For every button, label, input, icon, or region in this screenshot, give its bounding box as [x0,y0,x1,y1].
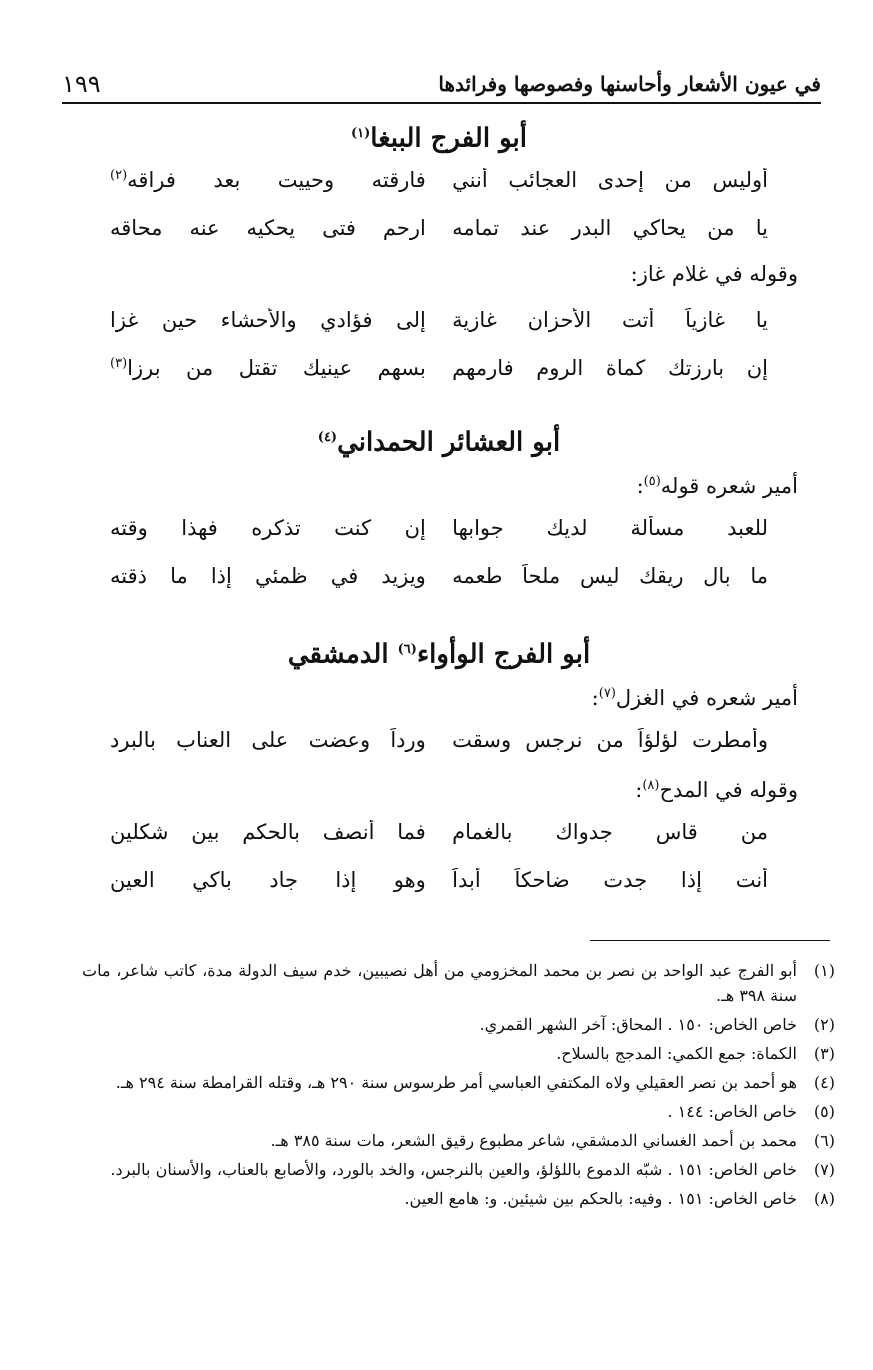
second-hemistich: فارقته وحييت بعد فراقه$^{(٢)}$ [110,168,426,192]
verse-intro: أمير شعره قوله$^{(٥)}$: [636,474,798,498]
second-hemistich: إن كنت تذكره فهذا وقته [110,516,426,540]
verse-intro: وقوله في غلام غاز: [630,262,798,286]
second-hemistich: ارحم فتى يحكيه عنه محاقه [110,216,426,240]
page-number: ١٩٩ [62,70,101,98]
second-hemistich: ورداً وعضت على العناب بالبرد [110,728,426,752]
footnote: (١) أبو الفرج عبد الواحد بن نصر بن محمد المخزومي من أهل نصيبين، خدم سيف الدولة مدة، كاتب شاعر، مات سنة ٣٩٨ هـ. [82,961,835,1005]
footnote: (٣) الكماة: جمع الكمي: المدجج بالسلاح. [556,1044,835,1063]
verse-couplet [110,808,768,856]
verse-couplet [110,552,768,600]
verse-couplet [110,344,768,392]
first-hemistich: يا غازياً أتت الأحزان غازية [452,308,768,332]
second-hemistich: بسهم عينيك تقتل من برزا$^{(٣)}$ [110,356,426,380]
first-hemistich: أنت إذا جدت ضاحكاً أبداً [452,868,768,892]
section-babbagha [110,112,798,392]
second-hemistich: إلى فؤادي والأحشاء حين غزا [110,308,426,332]
first-hemistich: للعبد مسألة لديك جوابها [452,516,768,540]
section-title: أبو الفرج الوأواء$^{(٦)}$ الدمشقي [287,639,591,670]
footnote: (٥) خاص الخاص: ١٤٤ . [667,1102,835,1121]
verse-couplet [110,156,768,204]
first-hemistich: من قاس جدواك بالغمام [452,820,768,844]
second-hemistich: فما أنصف بالحكم بين شكلين [110,820,426,844]
footnote: (٦) محمد بن أحمد الغساني الدمشقي، شاعر مطبوع رقيق الشعر، مات سنة ٣٨٥ هـ. [270,1131,835,1150]
second-hemistich: وهو إذا جاد باكي العين [110,868,426,892]
footnote: (٤) هو أحمد بن نصر العقيلي ولاه المكتفي العباسي أمر طرسوس سنة ٢٩٠ هـ، وقتله القرامطة سنة ٢٩٤ هـ. [115,1073,835,1092]
footnote: (٧) خاص الخاص: ١٥١ . شبّه الدموع باللؤلؤ، والعين بالنرجس، والخد بالورد، والأصابع بالعناب، والأسنان بالبرد. [110,1160,835,1179]
first-hemistich: أوليس من إحدى العجائب أنني [452,168,768,192]
running-head: في عيون الأشعار وأحاسنها وفصوصها وفرائدها [438,72,821,96]
section-title: أبو العشائر الحمداني$^{(٤)}$ [317,427,561,458]
first-hemistich: إن بارزتك كماة الروم فارمهم [452,356,768,380]
footnotes [82,958,835,1215]
section-abu-al-asha-ir [110,416,798,600]
footnote: (٢) خاص الخاص: ١٥٠ . المحاق: آخر الشهر القمري. [479,1015,835,1034]
verse-couplet [110,296,768,344]
verse-couplet [110,716,768,764]
verse-couplet [110,204,768,252]
first-hemistich: يا من يحاكي البدر عند تمامه [452,216,768,240]
verse-couplet [110,504,768,552]
page-header [62,62,821,104]
first-hemistich: وأمطرت لؤلؤاً من نرجس وسقت [452,728,768,752]
section-title: أبو الفرج الببغا$^{(١)}$ [350,123,528,154]
footnote-separator [590,940,830,941]
verse-couplet [110,856,768,904]
verse-intro: أمير شعره في الغزل$^{(٧)}$: [591,686,798,710]
footnote: (٨) خاص الخاص: ١٥١ . وفيه: بالحكم بين شيئين. و: هامع العين. [404,1189,835,1208]
second-hemistich: ويزيد في ظمئي إذا ما ذقته [110,564,426,588]
verse-intro: وقوله في المدح$^{(٨)}$: [635,778,798,802]
first-hemistich: ما بال ريقك ليس ملحاً طعمه [452,564,768,588]
section-al-wawa [110,628,798,904]
